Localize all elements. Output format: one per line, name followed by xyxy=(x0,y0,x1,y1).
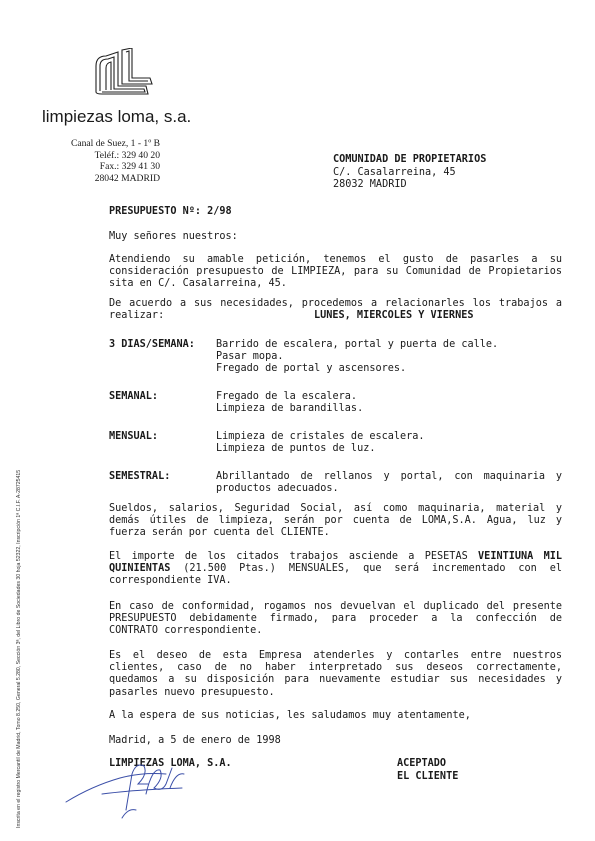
accepted-block xyxy=(397,758,458,783)
amount-words: VEINTIUNA MIL QUINIENTAS xyxy=(109,551,562,575)
task-line: Fregado de la escalera. xyxy=(216,391,358,402)
address-line: Fax.: 329 41 30 xyxy=(99,161,160,172)
task-row xyxy=(109,339,562,391)
task-line: Abrillantado de rellanos y portal, con maquinaria y productos adecuados. xyxy=(216,471,562,495)
address-line: Teléf.: 329 40 20 xyxy=(94,149,160,161)
greeting: Muy señores nuestros: xyxy=(109,231,238,242)
works-days: LUNES, MIERCOLES Y VIERNES xyxy=(314,310,474,321)
task-desc xyxy=(216,431,562,455)
task-line: Barrido de escalera, portal y puerta de calle. xyxy=(216,339,499,350)
company-address xyxy=(60,138,160,184)
conformity-paragraph: En caso de conformidad, rogamos nos devuelvan el duplicado del presente PRESUPUESTO debidamente firmado, para proceder a la confección de CONTRATO correspondiente. xyxy=(109,601,562,637)
task-label: 3 DIAS/SEMANA: xyxy=(109,339,195,350)
company-name: limpiezas loma, s.a. xyxy=(42,107,192,126)
recipient-line: C/. Casalarreina, 45 xyxy=(333,166,456,178)
task-desc xyxy=(216,391,562,415)
works-intro xyxy=(109,298,562,322)
task-row xyxy=(109,471,562,501)
task-line: Limpieza de puntos de luz. xyxy=(216,443,376,455)
tasks-list xyxy=(109,339,562,501)
address-line: Canal de Suez, 1 - 1º B xyxy=(70,138,160,149)
signature-company: LIMPIEZAS LOMA, S.A. xyxy=(109,758,232,769)
task-line: Limpieza de cristales de escalera. xyxy=(216,431,425,442)
task-label: MENSUAL: xyxy=(109,431,159,442)
budget-number: PRESUPUESTO Nº: 2/98 xyxy=(109,206,232,217)
loma-logo-icon xyxy=(88,48,154,100)
recipient-line: COMUNIDAD DE PROPIETARIOS xyxy=(333,154,487,165)
works-intro-text: De acuerdo a sus necesidades, procedemos a relacionarles los trabajos a realizar: xyxy=(109,298,562,322)
task-row xyxy=(109,391,562,431)
date-line: Madrid, a 5 de enero de 1998 xyxy=(109,735,281,746)
closing-line: A la espera de sus noticias, les saludamos muy atentamente, xyxy=(109,710,471,721)
task-label: SEMANAL: xyxy=(109,391,159,402)
accepted-label: ACEPTADO xyxy=(397,758,447,769)
intro-paragraph: Atendiendo su amable petición, tenemos el gusto de pasarles a su consideración presupuesto de LIMPIEZA, para su Comunidad de Propietarios sita en C/. Casalarreina, 45. xyxy=(109,254,562,290)
salaries-paragraph: Sueldos, salarios, Seguridad Social, así como maquinaria, material y demás útiles de limpieza, serán por cuenta de LOMA,S.A. Agua, luz y fuerza serán por cuenta del CLIENTE. xyxy=(109,503,562,539)
task-line: Fregado de portal y ascensores. xyxy=(216,363,407,375)
task-line: Limpieza de barandillas. xyxy=(216,403,364,415)
task-desc xyxy=(216,339,562,376)
amount-text: (21.500 Ptas.) MENSUALES, que será incrementado con el correspondiente IVA. xyxy=(109,563,562,587)
wish-paragraph: Es el deseo de esta Empresa atenderles y contarles entre nuestros clientes, caso de no haber interpretado sus deseos correctamente, quedamos a su disposición para nuevamente estudiar sus necesidades y pasarles nuevo presupuesto. xyxy=(109,650,562,698)
task-label: SEMESTRAL: xyxy=(109,471,171,482)
company-logo xyxy=(88,48,154,100)
amount-paragraph xyxy=(109,551,562,588)
amount-text: El importe de los citados trabajos asciende a PESETAS xyxy=(109,551,479,562)
recipient-line: 28032 MADRID xyxy=(333,179,407,190)
task-line: Pasar mopa. xyxy=(216,351,284,363)
recipient-block xyxy=(333,154,486,192)
address-line: 28042 MADRID xyxy=(94,172,160,184)
handwritten-signature xyxy=(62,744,212,824)
registry-note: Inscrita en el registro Mercantil de Madrid, Tomo 8.250, General 5.280, Sección 3ª, del Libro de Sociedades 30 hoja 52322, Inscripción 1ª C.I.F. A-28725415 xyxy=(16,469,22,828)
task-row xyxy=(109,431,562,471)
client-label: EL CLIENTE xyxy=(397,770,459,782)
